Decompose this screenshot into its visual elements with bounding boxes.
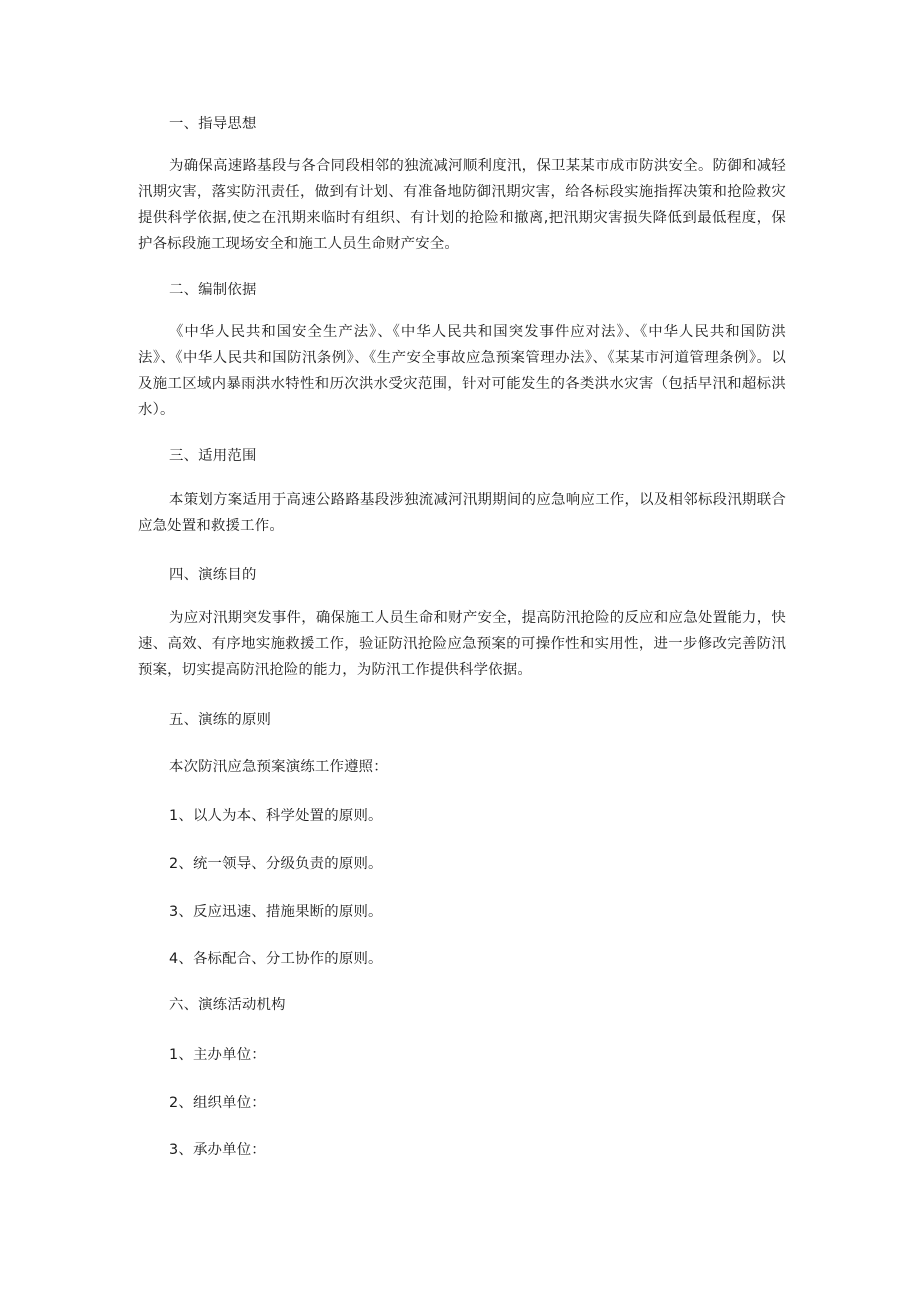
section-heading-organization: 六、演练活动机构	[169, 997, 286, 1013]
section-body-basis: 《中华人民共和国安全生产法》、《中华人民共和国突发事件应对法》、《中华人民共和国防洪法》、《中华人民共和国防汛条例》、《生产安全事故应急预案管理办法》、《某某市河道管理条例》。以及施工区域内暴雨洪水特性和历次洪水受灾范围，针对可能发生的各类洪水灾害（包括早汛和超标洪水）。	[138, 324, 786, 418]
section-heading-guiding-thought: 一、指导思想	[169, 116, 257, 132]
organization-item-2: 2、组织单位：	[169, 1095, 266, 1111]
principle-item-4: 4、各标配合、分工协作的原则。	[169, 951, 383, 967]
principle-item-1: 1、以人为本、科学处置的原则。	[169, 808, 383, 824]
organization-item-1: 1、主办单位：	[169, 1047, 266, 1063]
section-intro-principles: 本次防汛应急预案演练工作遵照：	[169, 759, 388, 775]
section-body-purpose: 为应对汛期突发事件，确保施工人员生命和财产安全，提高防汛抢险的反应和应急处置能力，快速、高效、有序地实施救援工作，验证防汛抢险应急预案的可操作性和实用性，进一步修改完善防汛预案，切实提高防汛抢险的能力，为防汛工作提供科学依据。	[138, 610, 786, 678]
organization-item-3: 3、承办单位：	[169, 1142, 266, 1158]
section-body-scope: 本策划方案适用于高速公路路基段涉独流减河汛期期间的应急响应工作，以及相邻标段汛期联合应急处置和救援工作。	[138, 492, 786, 534]
principle-item-2: 2、统一领导、分级负责的原则。	[169, 856, 383, 872]
principle-item-3: 3、反应迅速、措施果断的原则。	[169, 904, 383, 920]
section-body-guiding-thought: 为确保高速路基段与各合同段相邻的独流减河顺利度汛，保卫某某市成市防洪安全。防御和减轻汛期灾害，落实防汛责任，做到有计划、有准备地防御汛期灾害，给各标段实施指挥决策和抢险救灾提供科学依据,使之在汛期来临时有组织、有计划的抢险和撤离,把汛期灾害损失降低到最低程度，保护各标段施工现场安全和施工人员生命财产安全。	[138, 158, 786, 252]
section-heading-purpose: 四、演练目的	[169, 567, 257, 583]
section-heading-scope: 三、适用范围	[169, 448, 257, 464]
section-heading-basis: 二、编制依据	[169, 282, 257, 298]
section-heading-principles: 五、演练的原则	[169, 712, 272, 728]
